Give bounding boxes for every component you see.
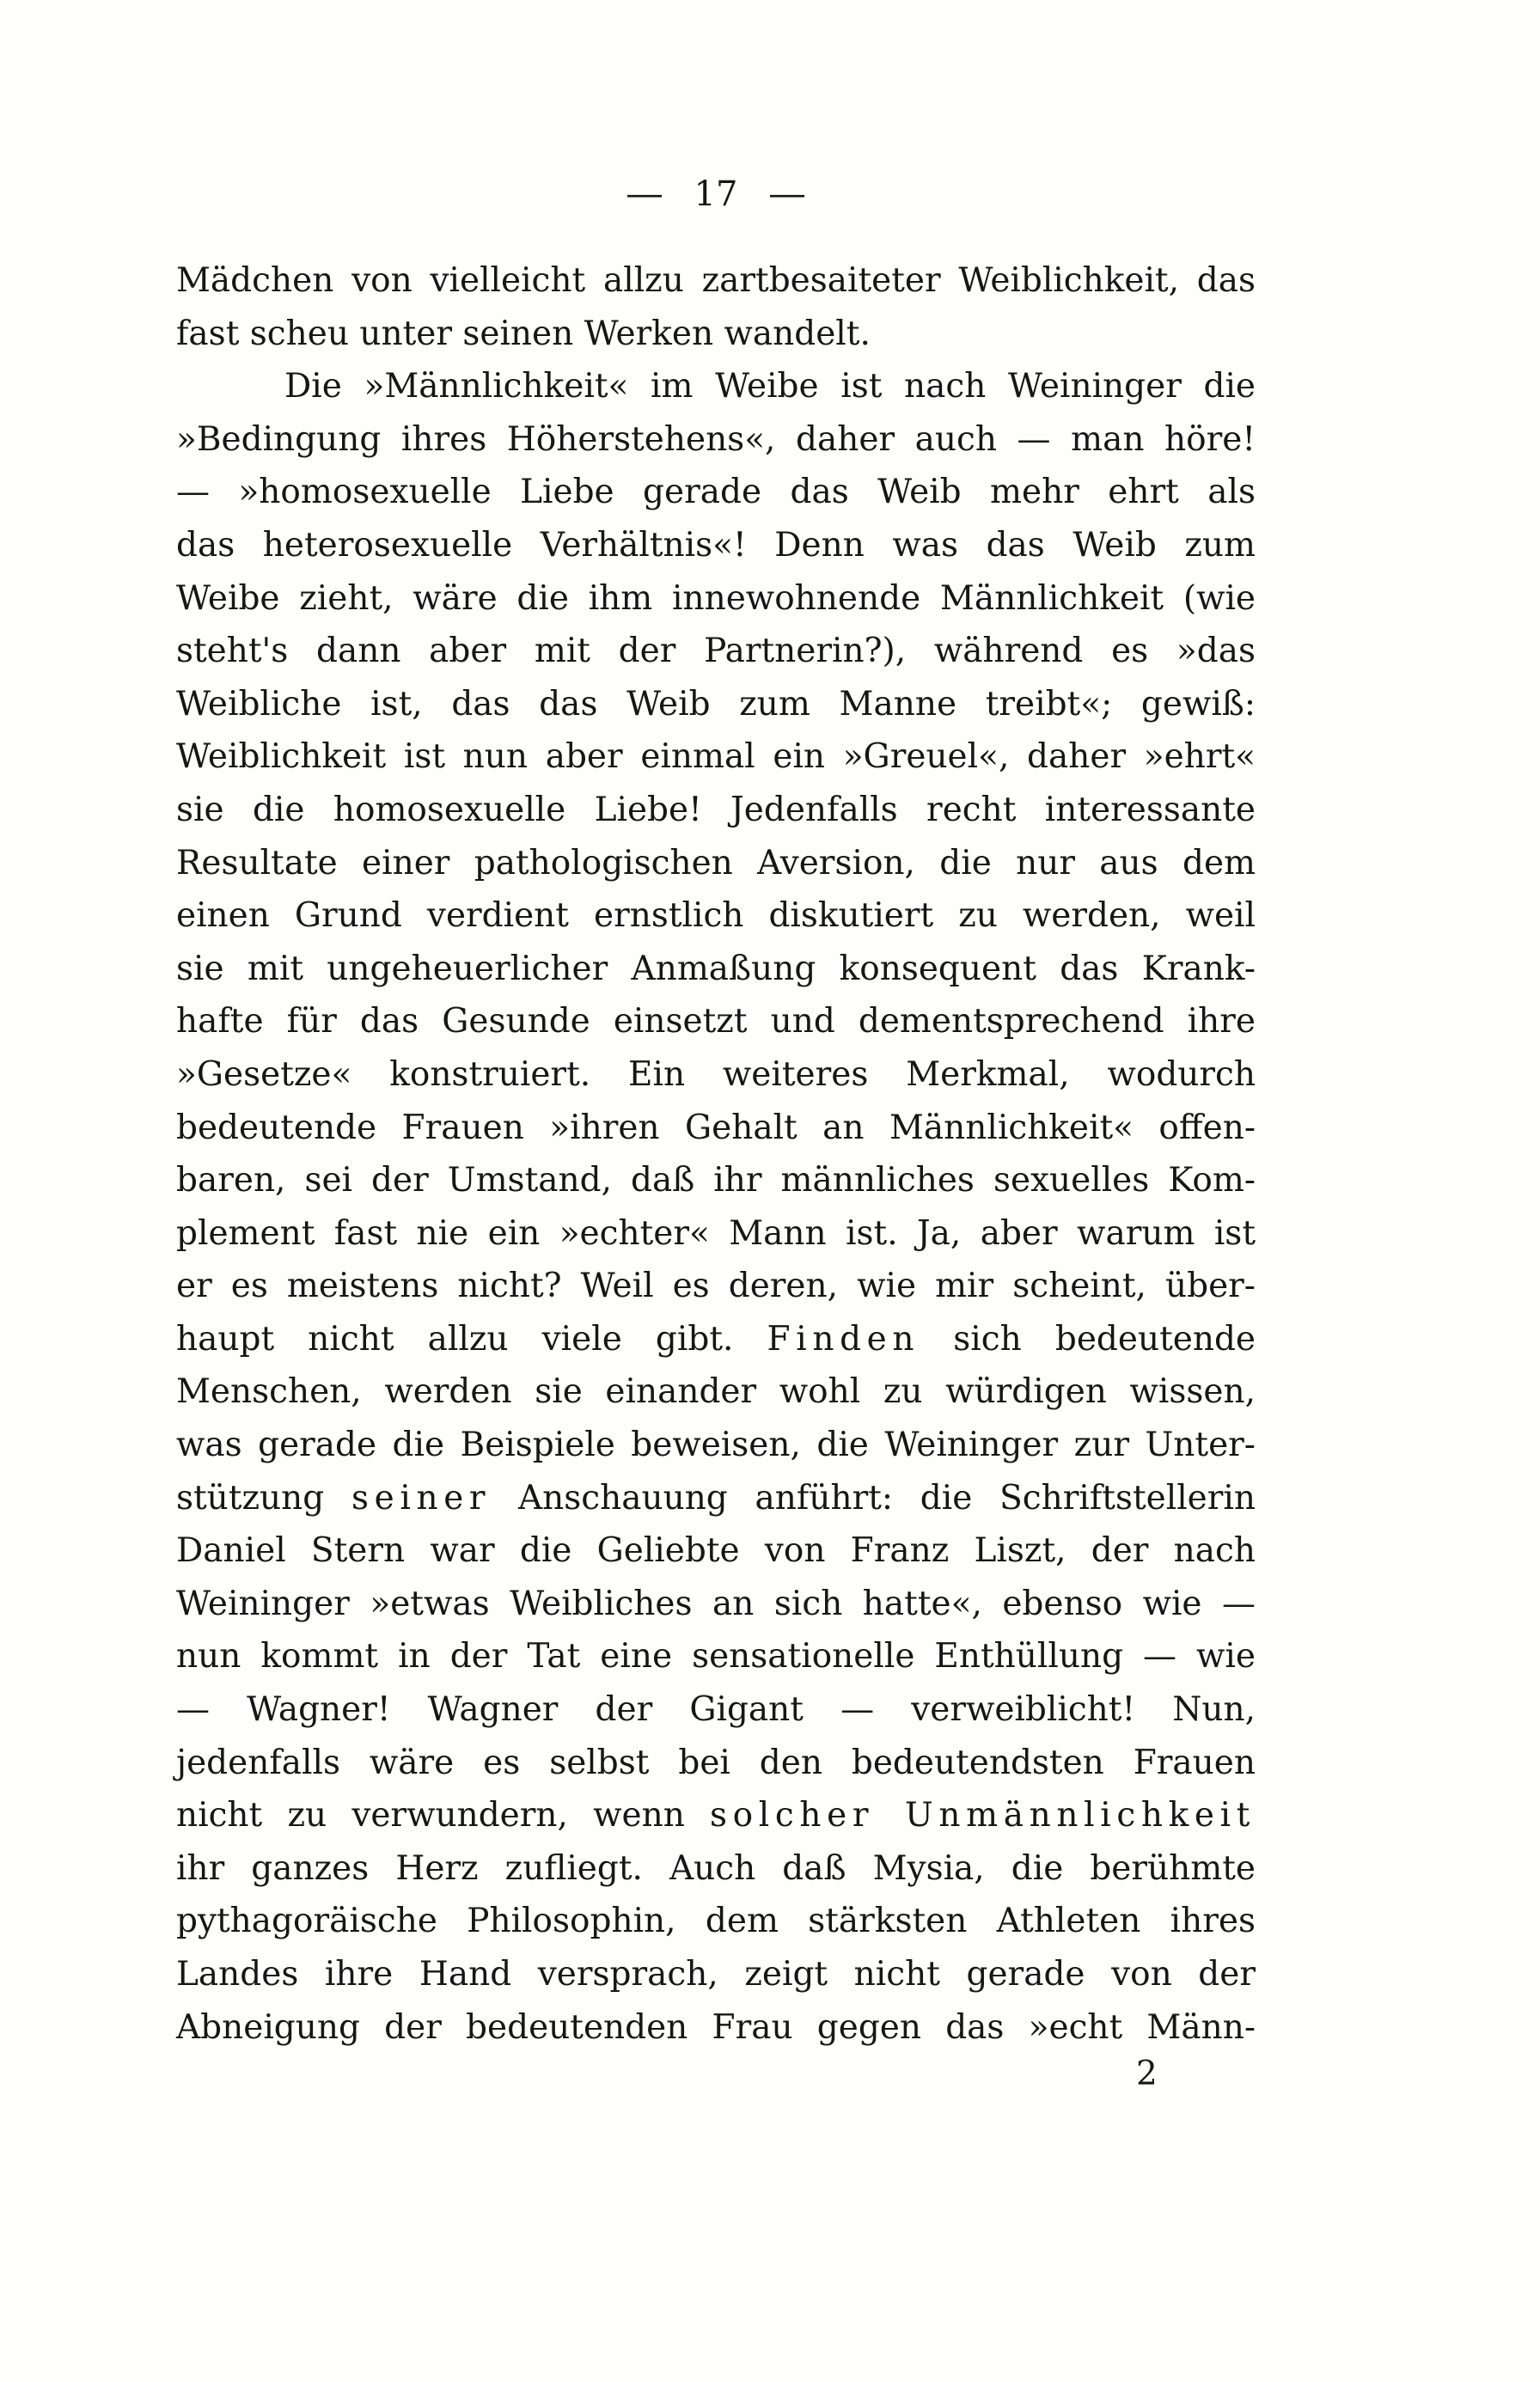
text-line: das heterosexuelle Verhältnis«! Denn was das Weib zum	[176, 525, 1256, 565]
text-line: pythagoräische Philosophin, dem stärksten Athleten ihres	[176, 1902, 1256, 1941]
text-line: bedeutende Frauen »ihren Gehalt an Männlichkeit« offen-	[176, 1108, 1256, 1147]
text-line: — Wagner! Wagner der Gigant — verweiblicht! Nun,	[176, 1690, 1256, 1730]
text-line: Weibliche ist, das das Weib zum Manne treibt«; gewiß:	[176, 684, 1256, 724]
text-line: ihr ganzes Herz zufliegt. Auch daß Mysia, die berühmte	[176, 1848, 1256, 1888]
page-number	[176, 174, 1256, 215]
text-line: nun kommt in der Tat eine sensationelle Enthüllung — wie	[176, 1637, 1256, 1677]
text-line: Mädchen von vielleicht allzu zartbesaiteter Weiblichkeit, das	[176, 261, 1256, 300]
text-line: »Bedingung ihres Höherstehens«, daher auch — man höre!	[176, 419, 1256, 459]
text-line: Weininger »etwas Weibliches an sich hatte«, ebenso wie —	[176, 1584, 1256, 1623]
text-line: stützung seiner Anschauung anführt: die Schriftstellerin	[176, 1478, 1256, 1518]
text-line: einen Grund verdient ernstlich diskutiert zu werden, weil	[176, 896, 1256, 936]
text-line: Menschen, werden sie einander wohl zu würdigen wissen,	[176, 1372, 1256, 1412]
text-line: fast scheu unter seinen Werken wandelt.	[176, 314, 871, 353]
text-line: hafte für das Gesunde einsetzt und dementsprechend ihre	[176, 1002, 1256, 1041]
page-number-value: 17	[694, 174, 738, 214]
text-line: sie mit ungeheuerlicher Anmaßung konsequent das Krank-	[176, 949, 1256, 988]
text-line: nicht zu verwundern, wenn solcher Unmännlichkeit	[176, 1796, 1256, 1835]
text-line: was gerade die Beispiele beweisen, die Weininger zur Unter-	[176, 1426, 1256, 1465]
text-line: Resultate einer pathologischen Aversion, die nur aus dem	[176, 843, 1256, 883]
text-line: »Gesetze« konstruiert. Ein weiteres Merkmal, wodurch	[176, 1054, 1256, 1094]
page-number-right-dash: —	[768, 174, 807, 214]
text-line: Landes ihre Hand versprach, zeigt nicht gerade von der	[176, 1955, 1256, 1994]
text-line: Die »Männlichkeit« im Weibe ist nach Weininger die	[284, 367, 1256, 406]
text-line: er es meistens nicht? Weil es deren, wie mir scheint, über-	[176, 1267, 1256, 1306]
text-line: Daniel Stern war die Geliebte von Franz Liszt, der nach	[176, 1531, 1256, 1571]
text-line: — »homosexuelle Liebe gerade das Weib mehr ehrt als	[176, 473, 1256, 512]
text-line: sie die homosexuelle Liebe! Jedenfalls recht interessante	[176, 790, 1256, 829]
text-line: baren, sei der Umstand, daß ihr männliches sexuelles Kom-	[176, 1161, 1256, 1200]
text-line: plement fast nie ein »echter« Mann ist. Ja, aber warum ist	[176, 1213, 1256, 1253]
text-line: steht's dann aber mit der Partnerin?), während es »das	[176, 632, 1256, 671]
page-number-left-dash: —	[625, 174, 663, 214]
text-body	[176, 254, 1256, 2054]
signature-mark: 2	[1136, 2055, 1158, 2093]
text-line: jedenfalls wäre es selbst bei den bedeutendsten Frauen	[176, 1743, 1256, 1782]
text-line: haupt nicht allzu viele gibt. Finden sich bedeutende	[176, 1319, 1256, 1359]
text-line: Weibe zieht, wäre die ihm innewohnende Männlichkeit (wie	[176, 578, 1256, 618]
text-line: Weiblichkeit ist nun aber einmal ein »Greuel«, daher »ehrt«	[176, 737, 1256, 777]
text-line: Abneigung der bedeutenden Frau gegen das »echt Männ-	[176, 2007, 1256, 2047]
